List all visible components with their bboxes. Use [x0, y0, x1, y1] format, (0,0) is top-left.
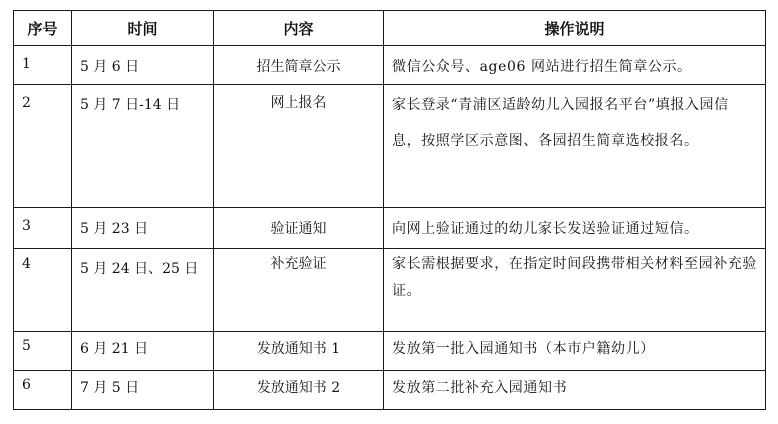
cell-desc: 微信公众号、age06 网站进行招生简章公示。 [384, 46, 766, 85]
cell-desc: 家长登录“青浦区适龄幼儿入园报名平台”填报入园信息，按照学区示意图、各园招生简章选校报名。 [384, 85, 766, 208]
cell-no: 3 [14, 208, 72, 249]
table-row [14, 208, 766, 249]
cell-desc: 发放第一批入园通知书（本市户籍幼儿） [384, 332, 766, 371]
cell-time: 5 月 23 日 [72, 208, 214, 249]
cell-no: 4 [14, 249, 72, 332]
table-row [14, 85, 766, 208]
cell-content: 发放通知书 1 [214, 332, 384, 371]
cell-content: 补充验证 [214, 249, 384, 332]
table-row [14, 332, 766, 371]
cell-content: 验证通知 [214, 208, 384, 249]
cell-no: 1 [14, 46, 72, 85]
cell-time: 5 月 7 日-14 日 [72, 85, 214, 208]
cell-content: 发放通知书 2 [214, 371, 384, 410]
cell-desc: 向网上验证通过的幼儿家长发送验证通过短信。 [384, 208, 766, 249]
cell-time: 7 月 5 日 [72, 371, 214, 410]
cell-content: 招生简章公示 [214, 46, 384, 85]
table-row [14, 371, 766, 410]
cell-no: 5 [14, 332, 72, 371]
cell-desc: 家长需根据要求，在指定时间段携带相关材料至园补充验证。 [384, 249, 766, 332]
cell-content: 网上报名 [214, 85, 384, 208]
header-content: 内容 [214, 11, 384, 46]
cell-desc: 发放第二批补充入园通知书 [384, 371, 766, 410]
header-no: 序号 [14, 11, 72, 46]
header-desc: 操作说明 [384, 11, 766, 46]
table-header-row [14, 11, 766, 46]
table-row [14, 46, 766, 85]
table-row [14, 249, 766, 332]
cell-time: 5 月 24 日、25 日 [72, 249, 214, 332]
cell-time: 5 月 6 日 [72, 46, 214, 85]
enrollment-schedule-table [13, 10, 766, 410]
cell-time: 6 月 21 日 [72, 332, 214, 371]
cell-no: 6 [14, 371, 72, 410]
header-time: 时间 [72, 11, 214, 46]
cell-no: 2 [14, 85, 72, 208]
